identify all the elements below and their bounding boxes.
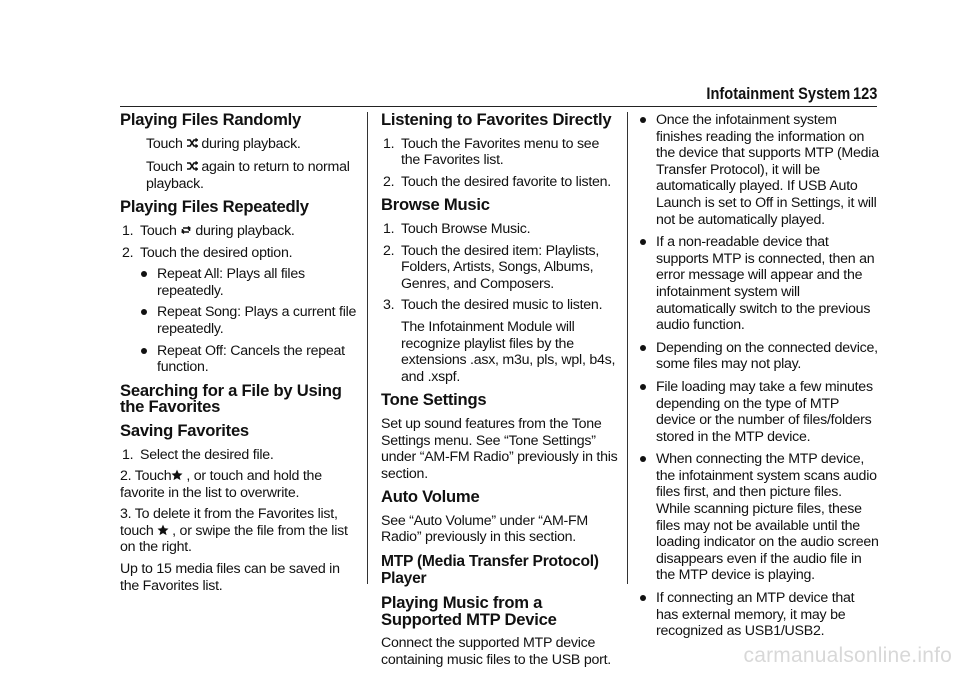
- list-item: 1. Touch Browse Music.: [383, 220, 531, 237]
- list-item: 2. Touch the desired favorite to listen.: [383, 173, 611, 190]
- heading-playing-randomly: Playing Files Randomly: [120, 110, 301, 129]
- list-item: If connecting an MTP device that has external memory, it may be recognized as USB1/USB2.: [639, 590, 879, 640]
- saving-note: Up to 15 media files can be saved in the Favorites list.: [120, 561, 340, 594]
- list-item: 2. Touch the desired option.: [122, 244, 293, 261]
- random-line-1: during playback.: [201, 135, 301, 152]
- list-item: Repeat All: Plays all files repeatedly.: [140, 266, 360, 299]
- mtp-connect-text: Connect the supported MTP device containing music files to the USB port.: [381, 635, 611, 669]
- repeat-options: [140, 266, 360, 376]
- bullet-icon: [640, 117, 646, 123]
- browse-note: The Infotainment Module will recognize playlist files by the extensions .asx, m3u, pls, wpl, b4s, and .xspf.: [401, 318, 616, 385]
- column-2: [381, 112, 621, 676]
- column-1: [120, 112, 360, 601]
- page-section-title: Infotainment System: [706, 84, 850, 103]
- bullet-icon: [141, 271, 147, 277]
- shuffle-icon: [186, 160, 198, 172]
- column-divider-1: [367, 112, 368, 584]
- auto-volume-text: See “Auto Volume” under “AM-FM Radio” previously in this section.: [381, 512, 588, 546]
- mtp-notes: [639, 112, 879, 640]
- list-item: 1. Touch the Favorites menu to see the Favorites list.: [383, 135, 600, 169]
- list-item: If a non-readable device that supports MTP is connected, then an error message will appear and the infotainment system will automatically switch to the previous audio function.: [639, 234, 879, 334]
- list-item: File loading may take a few minutes depending on the type of MTP device or the number of files/folders stored in the MTP device.: [639, 379, 879, 445]
- tone-text: Set up sound features from the Tone Settings menu. See “Tone Settings” under “AM-FM Radio” previously in this section.: [381, 415, 618, 482]
- heading-auto-volume: Auto Volume: [381, 487, 480, 507]
- list-item: Repeat Off: Cancels the repeat function.: [140, 343, 360, 376]
- page-header: [0, 0, 960, 106]
- list-item: 3. To delete it from the Favorites list, touch , or swipe the file from the list on the right. Up to 15 media files can be saved in the Favorites list.: [120, 506, 360, 594]
- list-item: When connecting the MTP device, the infotainment system scans audio files first, and then picture files. While scanning picture files, these files may not be available until the loading indicator on the audio screen disappears even if the audio file in the MTP device is playing.: [639, 451, 879, 584]
- random-line-2: again to return to normal playback.: [146, 159, 350, 192]
- heading-browse-music: Browse Music: [381, 195, 490, 215]
- heading-saving-favorites: Saving Favorites: [120, 420, 249, 440]
- watermark: carmanualsonline.info: [743, 644, 952, 667]
- bullet-icon: [640, 595, 646, 601]
- repeat-icon: [180, 224, 192, 236]
- bullet-icon: [141, 309, 147, 315]
- page-number: 123: [852, 84, 877, 103]
- random-instruction-2: [120, 159, 360, 192]
- heading-mtp-player: MTP (Media Transfer Protocol) Player: [381, 553, 599, 587]
- bullet-icon: [141, 348, 147, 354]
- saving-steps: [120, 447, 360, 595]
- column-3: [639, 112, 879, 646]
- header-rule: [120, 106, 877, 107]
- browse-steps: [381, 221, 621, 385]
- list-item: Depending on the connected device, some files may not play.: [639, 340, 879, 373]
- list-item: 3. Touch the desired music to listen. The Infotainment Module will recognize playlist files by the extensions .asx, m3u, pls, wpl, b4s, and .xspf.: [381, 297, 621, 385]
- column-divider-2: [627, 112, 628, 584]
- list-item: 2. Touch , or touch and hold the favorite in the list to overwrite.: [120, 468, 322, 501]
- favorite-star-icon: [171, 469, 183, 481]
- heading-mtp-playing: Playing Music from a Supported MTP Device: [381, 593, 557, 629]
- heading-tone-settings: Tone Settings: [381, 390, 487, 410]
- heading-listening-favorites: Listening to Favorites Directly: [381, 110, 612, 129]
- random-instruction-1: [120, 136, 360, 153]
- shuffle-icon: [186, 137, 198, 149]
- bullet-icon: [640, 456, 646, 462]
- list-item: 1. Select the desired file.: [122, 446, 274, 463]
- bullet-icon: [640, 384, 646, 390]
- bullet-icon: [640, 239, 646, 245]
- touch-word: Touch: [146, 135, 183, 152]
- repeat-steps: [120, 223, 360, 261]
- heading-searching-favorites: Searching for a File by Using the Favorites: [120, 380, 342, 417]
- list-item: Once the infotainment system finishes reading the information on the device that supports MTP (Media Transfer Protocol), it will be automatically played. If USB Auto Launch is set to Off in Settings, it will not be automatically played.: [639, 112, 879, 228]
- heading-playing-repeatedly: Playing Files Repeatedly: [120, 197, 309, 217]
- list-item: Repeat Song: Plays a current file repeatedly.: [140, 304, 360, 337]
- favorite-star-icon: [157, 524, 169, 536]
- touch-word: Touch: [146, 159, 183, 176]
- bullet-icon: [640, 345, 646, 351]
- listen-steps: [381, 136, 621, 191]
- list-item: 1. Touch during playback.: [122, 222, 295, 239]
- list-item: 2. Touch the desired item: Playlists, Folders, Artists, Songs, Albums, Genres, and Composers.: [383, 242, 600, 292]
